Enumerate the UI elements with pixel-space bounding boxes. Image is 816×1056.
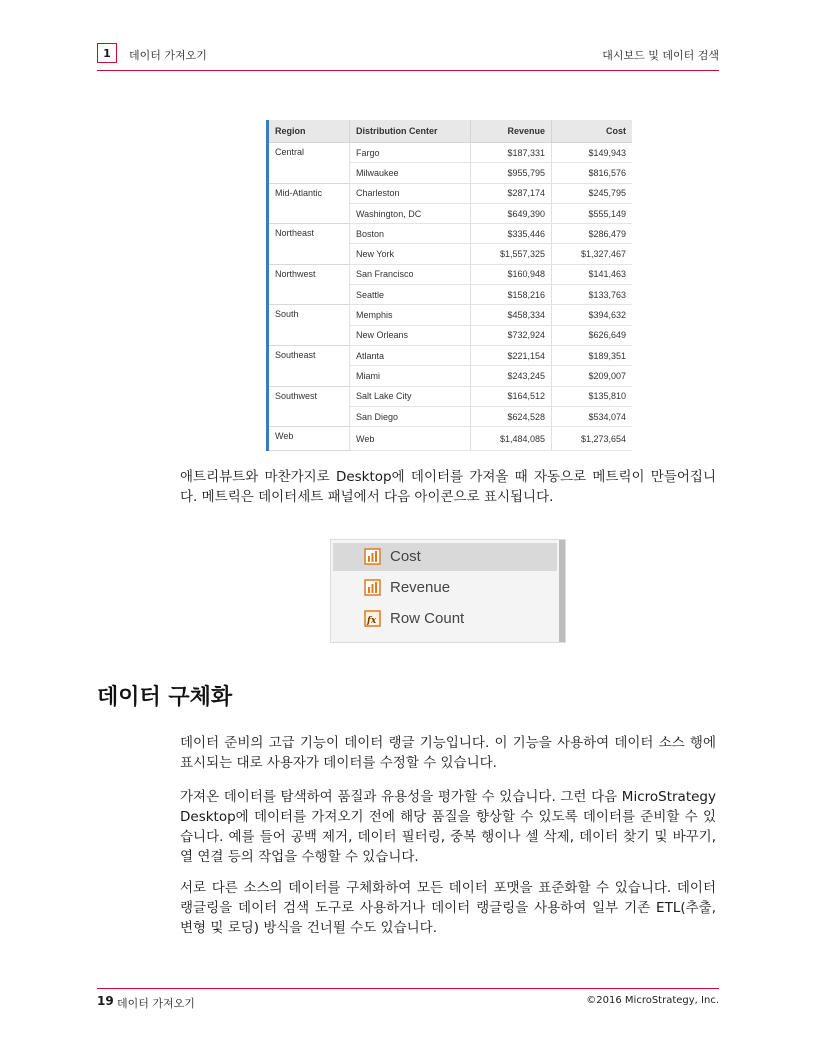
cell-distribution-center: Salt Lake City bbox=[350, 386, 471, 406]
cell-region: South bbox=[269, 305, 350, 346]
cell-distribution-center: Miami bbox=[350, 366, 471, 386]
column-header-revenue[interactable]: Revenue bbox=[471, 120, 552, 143]
cell-cost: $394,632 bbox=[552, 305, 633, 325]
cell-region: Mid-Atlantic bbox=[269, 183, 350, 224]
cell-cost: $245,795 bbox=[552, 183, 633, 203]
cell-region: Northwest bbox=[269, 264, 350, 305]
cell-region: Southeast bbox=[269, 345, 350, 386]
column-header-cost[interactable]: Cost bbox=[552, 120, 633, 143]
function-icon bbox=[364, 610, 381, 627]
cell-revenue: $335,446 bbox=[471, 224, 552, 244]
cell-revenue: $187,331 bbox=[471, 143, 552, 163]
table-row bbox=[269, 224, 632, 244]
column-header-distribution-center[interactable]: Distribution Center bbox=[350, 120, 471, 143]
table-row bbox=[269, 264, 632, 284]
table-row bbox=[269, 345, 632, 365]
cell-cost: $286,479 bbox=[552, 224, 633, 244]
metric-label: Cost bbox=[390, 548, 421, 565]
cell-revenue: $1,557,325 bbox=[471, 244, 552, 264]
metric-icon bbox=[364, 548, 381, 565]
metrics-description: 애트리뷰트와 마찬가지로 Desktop에 데이터를 가져올 때 자동으로 메트릭이 만들어집니다. 메트릭은 데이터세트 패널에서 다음 아이콘으로 표시됩니다. bbox=[180, 469, 716, 505]
cell-distribution-center: Seattle bbox=[350, 285, 471, 305]
paragraph-wrangle-standardize: 서로 다른 소스의 데이터를 구체화하여 모든 데이터 포맷을 표준화할 수 있습니다. 데이터 랭글링을 데이터 검색 도구로 사용하거나 데이터 랭글링을 사용하여 일부 기존 ETL(추출, 변형 및 로딩) 방식을 건너뛸 수도 있습니다. bbox=[180, 880, 716, 936]
cell-cost: $135,810 bbox=[552, 386, 633, 406]
cell-distribution-center: San Diego bbox=[350, 406, 471, 426]
table-row bbox=[269, 386, 632, 406]
footer-page-number: 19 bbox=[97, 994, 114, 1008]
cell-cost: $626,649 bbox=[552, 325, 633, 345]
cell-revenue: $287,174 bbox=[471, 183, 552, 203]
cell-revenue: $955,795 bbox=[471, 163, 552, 183]
cell-cost: $1,327,467 bbox=[552, 244, 633, 264]
cell-distribution-center: Boston bbox=[350, 224, 471, 244]
cell-cost: $133,763 bbox=[552, 285, 633, 305]
cell-revenue: $164,512 bbox=[471, 386, 552, 406]
column-header-region[interactable]: Region bbox=[269, 120, 350, 143]
paragraph-wrangle-intro: 데이터 준비의 고급 기능이 데이터 랭글 기능입니다. 이 기능을 사용하여 데이터 소스 행에 표시되는 대로 사용자가 데이터를 수정할 수 있습니다. bbox=[180, 735, 716, 771]
cell-distribution-center: Charleston bbox=[350, 183, 471, 203]
cell-region: Southwest bbox=[269, 386, 350, 427]
table-header-row bbox=[269, 120, 632, 143]
cell-distribution-center: Fargo bbox=[350, 143, 471, 163]
table-row bbox=[269, 183, 632, 203]
cell-revenue: $221,154 bbox=[471, 345, 552, 365]
cell-revenue: $1,484,085 bbox=[471, 427, 552, 451]
header-book-title: 대시보드 및 데이터 검색 bbox=[602, 49, 719, 62]
cell-distribution-center: Milwaukee bbox=[350, 163, 471, 183]
footer-chapter-title: 데이터 가져오기 bbox=[117, 997, 195, 1010]
cell-revenue: $158,216 bbox=[471, 285, 552, 305]
cell-distribution-center: San Francisco bbox=[350, 264, 471, 284]
cell-cost: $555,149 bbox=[552, 203, 633, 223]
cell-revenue: $732,924 bbox=[471, 325, 552, 345]
cell-revenue: $649,390 bbox=[471, 203, 552, 223]
chapter-number-box: 1 bbox=[97, 43, 117, 63]
cell-cost: $816,576 bbox=[552, 163, 633, 183]
cell-distribution-center: New York bbox=[350, 244, 471, 264]
metric-item-cost[interactable] bbox=[333, 543, 557, 571]
cell-cost: $149,943 bbox=[552, 143, 633, 163]
distribution-center-table bbox=[269, 120, 632, 451]
cell-distribution-center: New Orleans bbox=[350, 325, 471, 345]
cell-region: Northeast bbox=[269, 224, 350, 265]
cell-region: Central bbox=[269, 143, 350, 184]
metric-icon bbox=[364, 579, 381, 596]
cell-cost: $534,074 bbox=[552, 406, 633, 426]
distribution-center-table-figure bbox=[266, 120, 635, 451]
metric-item-revenue[interactable] bbox=[333, 574, 557, 602]
cell-cost: $209,007 bbox=[552, 366, 633, 386]
paragraph-wrangle-explore: 가져온 데이터를 탐색하여 품질과 유용성을 평가할 수 있습니다. 그런 다음 MicroStrategy Desktop에 데이터를 가져오기 전에 해당 품질을 향상할 수 있도록 데이터를 준비할 수 있습니다. 예를 들어 공백 제거, 데이터 필터링, 중복 행이나 셀 삭제, 데이터 찾기 및 바꾸기, 열 연결 등의 작업을 수행할 수 있습니다. bbox=[180, 789, 716, 865]
metric-label: Row Count bbox=[390, 610, 465, 627]
svg-text:fx: fx bbox=[367, 616, 377, 626]
cell-revenue: $458,334 bbox=[471, 305, 552, 325]
dataset-panel-metrics bbox=[330, 539, 566, 643]
cell-cost: $189,351 bbox=[552, 345, 633, 365]
page-header bbox=[97, 40, 719, 71]
page-footer bbox=[97, 988, 719, 1013]
table-row bbox=[269, 305, 632, 325]
cell-cost: $1,273,654 bbox=[552, 427, 633, 451]
panel-scrollbar[interactable] bbox=[559, 540, 565, 642]
cell-distribution-center: Atlanta bbox=[350, 345, 471, 365]
header-chapter-title: 데이터 가져오기 bbox=[129, 49, 207, 62]
cell-region: Web bbox=[269, 427, 350, 451]
cell-cost: $141,463 bbox=[552, 264, 633, 284]
table-row bbox=[269, 427, 632, 451]
cell-revenue: $160,948 bbox=[471, 264, 552, 284]
metric-item-row-count[interactable] bbox=[333, 605, 557, 633]
section-title: 데이터 구체화 bbox=[97, 685, 233, 710]
footer-copyright: ©2016 MicroStrategy, Inc. bbox=[586, 995, 719, 1006]
cell-distribution-center: Web bbox=[350, 427, 471, 451]
cell-revenue: $624,528 bbox=[471, 406, 552, 426]
cell-distribution-center: Washington, DC bbox=[350, 203, 471, 223]
cell-revenue: $243,245 bbox=[471, 366, 552, 386]
table-row bbox=[269, 143, 632, 163]
cell-distribution-center: Memphis bbox=[350, 305, 471, 325]
metric-label: Revenue bbox=[390, 579, 451, 596]
